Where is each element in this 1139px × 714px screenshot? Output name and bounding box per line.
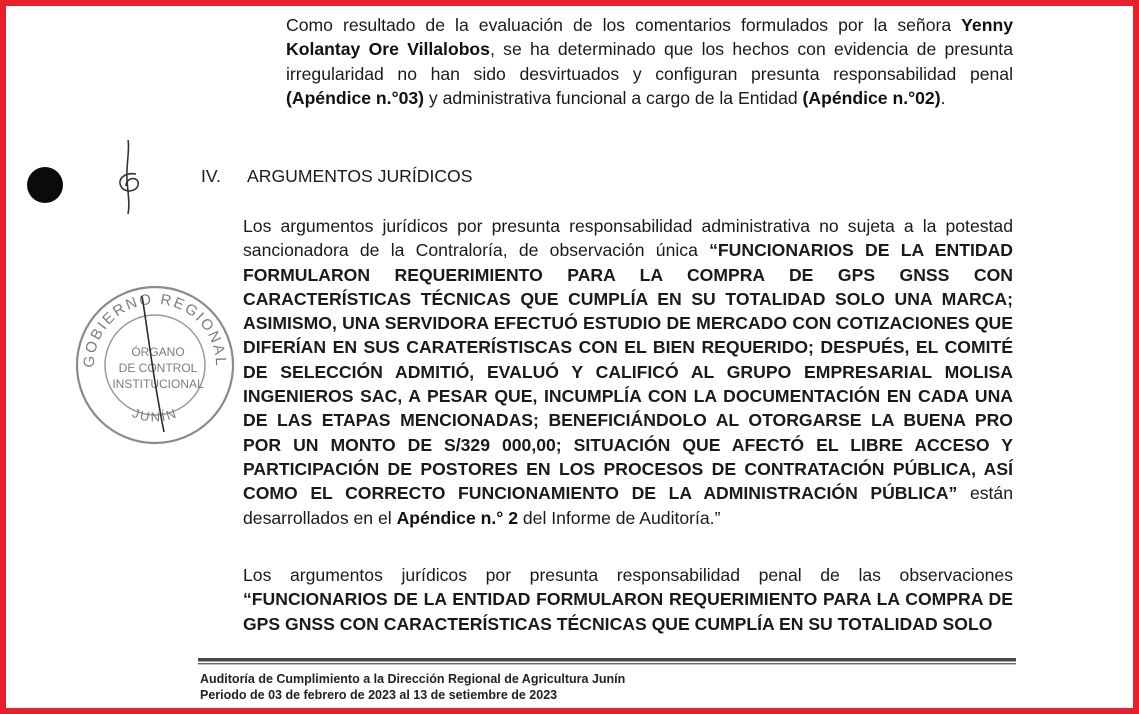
- observation-title: “FUNCIONARIOS DE LA ENTIDAD FORMULARON REQUERIMIENTO PARA LA COMPRA DE GPS GNSS CON CARACTERÍSTICAS TÉCNICAS QUE CUMPLÍA EN SU TOTALIDAD SOLO: [243, 589, 1013, 634]
- handwritten-initials: [110, 136, 150, 216]
- footer-line: Auditoría de Cumplimiento a la Dirección Regional de Agricultura Junín: [200, 672, 626, 686]
- section-title: ARGUMENTOS JURÍDICOS: [247, 166, 473, 186]
- text: y administrativa funcional a cargo de la Entidad: [424, 87, 803, 108]
- footer: [200, 671, 625, 703]
- stamp-line: ÓRGANO: [131, 345, 185, 359]
- stamp-outer-text: GOBIERNO REGIONAL: [80, 290, 230, 369]
- footer-divider: [198, 658, 1016, 666]
- hole-punch-mark: [27, 167, 63, 203]
- appendix-ref: Apéndice n.° 2: [396, 507, 518, 528]
- section-number: IV.: [201, 166, 221, 186]
- text: están desarrollados en el: [243, 483, 1013, 528]
- observation-title: “FUNCIONARIOS DE LA ENTIDAD FORMULARON REQUERIMIENTO PARA LA COMPRA DE GPS GNSS CON CARACTERÍSTICAS TÉCNICAS QUE CUMPLÍA EN SU TOTALIDAD SOLO UNA MARCA; ASIMISMO, UNA SERVIDORA EFECTUÓ ESTUDIO DE MERCADO CON COTIZACIONES QUE DIFERÍAN EN SUS CARATERÍSTISCAS CON EL BIEN REQUERIDO; DESPUÉS, EL COMITÉ DE SELECCIÓN ADMITIÓ, EVALUÓ Y CALIFICÓ AL GRUPO EMPRESARIAL MOLISA INGENIEROS SAC, A PESAR QUE, INCUMPLÍA CON LA DOCUMENTACIÓN EN CADA UNA DE LAS ETAPAS MENCIONADAS; BENEFICIÁNDOLO AL OTORGARSE LA BUENA PRO POR UN MONTO DE S/329 000,00; SITUACIÓN QUE AFECTÓ EL LIBRE ACCESO Y PARTICIPACIÓN DE POSTORES EN LOS PROCESOS DE CONTRATACIÓN PÚBLICA, ASÍ COMO EL CORRECTO FUNCIONAMIENTO DE LA ADMINISTRACIÓN PÚBLICA”: [243, 240, 1013, 504]
- svg-text:JUNÍN: [130, 405, 179, 424]
- document-page: [6, 6, 1133, 708]
- section-heading: [201, 166, 472, 187]
- text: Los argumentos jurídicos por presunta responsabilidad administrativa no sujeta a la potestad sancionadora de la Contraloría, de observación única: [243, 216, 1013, 261]
- text: , se ha determinado que los hechos con evidencia de presunta irregularidad no han sido desvirtuados y configuran presunta responsabilidad penal: [286, 39, 1013, 84]
- footer-line: Periodo de 03 de febrero de 2023 al 13 de setiembre de 2023: [200, 688, 558, 702]
- institutional-stamp: [72, 282, 238, 448]
- text: .: [940, 87, 946, 108]
- stamp-line: DE CONTROL: [118, 361, 198, 375]
- paragraph-conclusion: [286, 13, 1013, 110]
- appendix-ref: (Apéndice n.°02): [802, 87, 941, 108]
- text: Como resultado de la evaluación de los comentarios formulados por la señora: [286, 15, 962, 35]
- stamp-line: INSTITUCIONAL: [112, 377, 204, 391]
- text: del Informe de Auditoría.”: [517, 507, 721, 528]
- person-name: Yenny Kolantay Ore Villalobos: [286, 15, 1013, 60]
- paragraph-penal: [243, 563, 1013, 636]
- text: Los argumentos jurídicos por presunta responsabilidad penal de las observaciones: [243, 565, 1013, 585]
- stamp-bottom-text: JUNÍN: [130, 405, 180, 425]
- paragraph-administrative: [243, 214, 1013, 530]
- appendix-ref: (Apéndice n.°03): [286, 87, 425, 108]
